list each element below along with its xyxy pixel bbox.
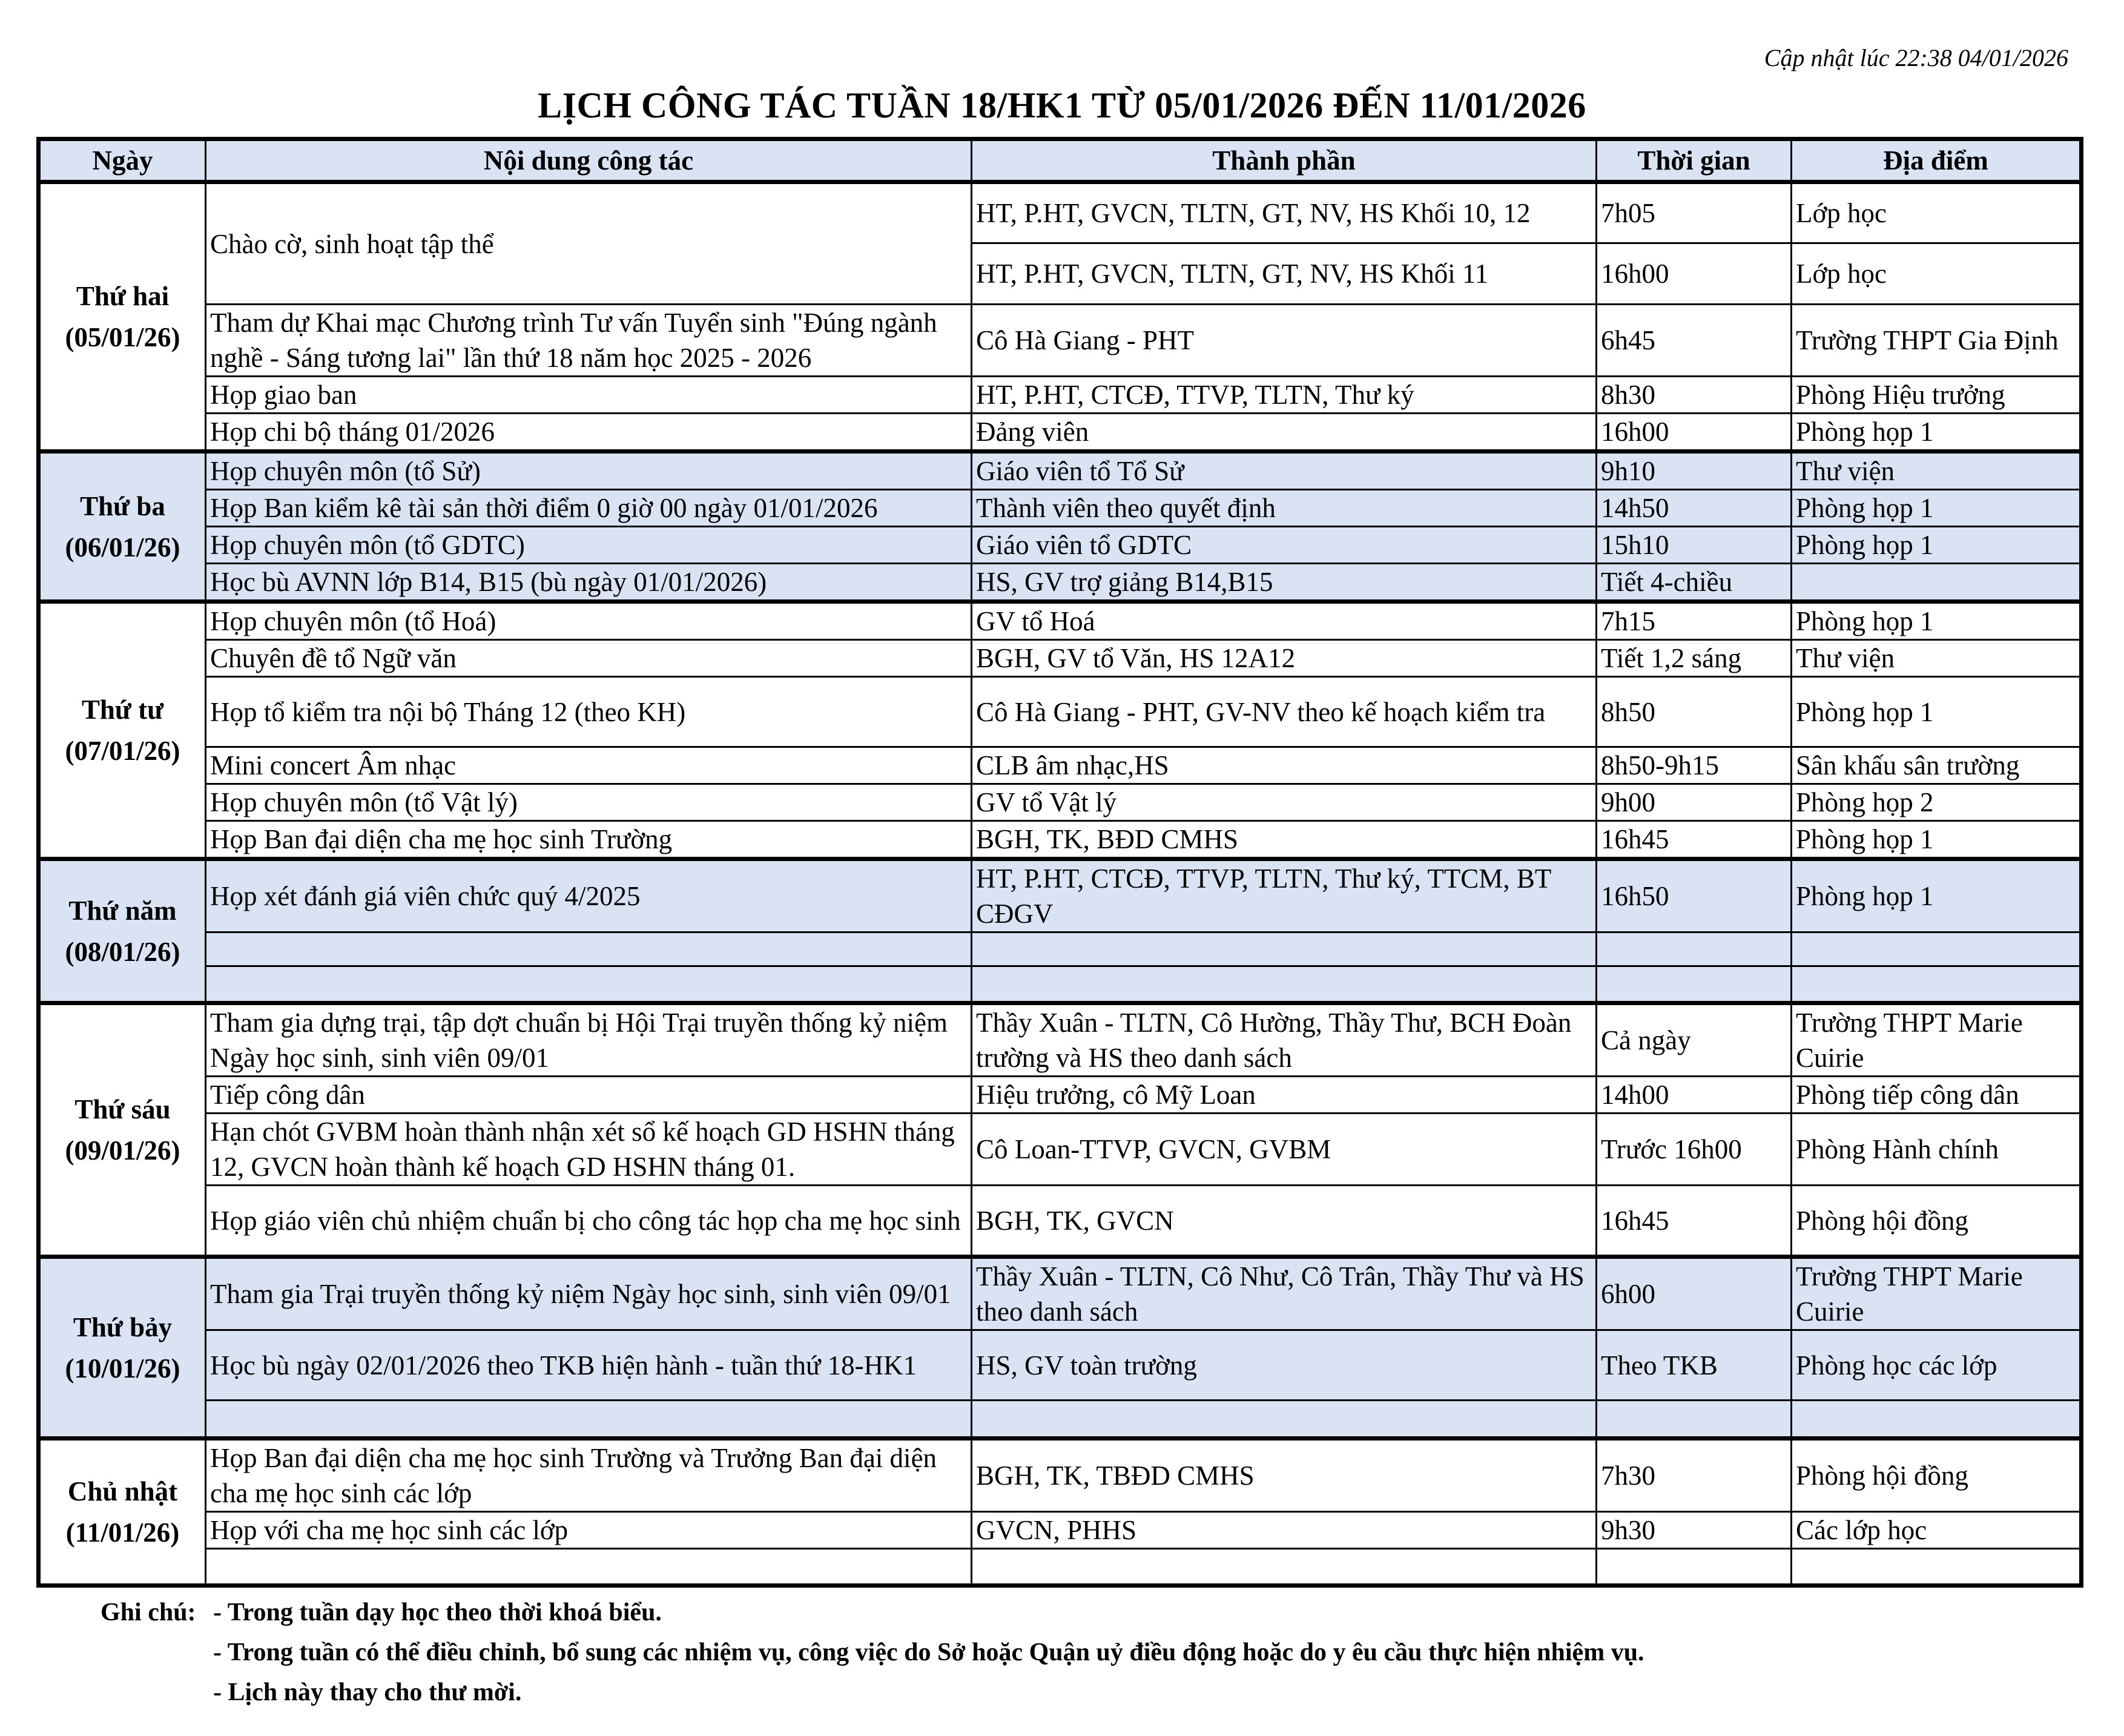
participants-cell: BGH, TK, GVCN [972,1186,1597,1257]
time-cell: 14h00 [1597,1077,1792,1114]
content-cell: Họp giáo viên chủ nhiệm chuẩn bị cho công tác họp cha mẹ học sinh [206,1186,972,1257]
location-cell: Phòng họp 1 [1792,677,2082,747]
participants-cell [972,932,1597,966]
table-row [39,932,2082,966]
day-cell-tuesday [39,452,206,602]
participants-cell: BGH, TK, BĐD CMHS [972,821,1597,859]
location-cell: Phòng hội đồng [1792,1186,2082,1257]
participants-cell: Thầy Xuân - TLTN, Cô Hường, Thầy Thư, BCH Đoàn trường và HS theo danh sách [972,1003,1597,1077]
last-updated-timestamp: Cập nhật lúc 22:38 04/01/2026 [1764,44,2068,71]
participants-cell: BGH, TK, TBĐD CMHS [972,1439,1597,1512]
time-cell: 16h00 [1597,414,1792,452]
day-group-wednesday [39,602,2082,859]
participants-cell: HT, P.HT, CTCĐ, TTVP, TLTN, Thư ký [972,377,1597,414]
day-name: Thứ ba [80,490,165,521]
location-cell [1792,966,2082,1003]
day-group-tuesday [39,452,2082,602]
location-cell: Phòng tiếp công dân [1792,1077,2082,1114]
content-cell [206,932,972,966]
day-date: (05/01/26) [65,322,180,352]
time-cell: 15h10 [1597,527,1792,564]
table-row [39,602,2082,640]
content-cell [206,1401,972,1439]
participants-cell [972,966,1597,1003]
participants-cell: Cô Loan-TTVP, GVCN, GVBM [972,1114,1597,1186]
day-cell-thursday [39,859,206,1003]
header-day: Ngày [39,139,206,182]
location-cell: Trường THPT Marie Cuirie [1792,1003,2082,1077]
participants-cell: HT, P.HT, CTCĐ, TTVP, TLTN, Thư ký, TTCM, BT CĐGV [972,859,1597,932]
day-date: (10/01/26) [65,1353,180,1384]
time-cell: Theo TKB [1597,1330,1792,1401]
table-row [39,677,2082,747]
participants-cell: CLB âm nhạc,HS [972,747,1597,784]
content-cell [206,1549,972,1586]
participants-cell: Giáo viên tổ GDTC [972,527,1597,564]
content-cell: Họp giao ban [206,377,972,414]
day-group-friday [39,1003,2082,1257]
content-cell: Tham dự Khai mạc Chương trình Tư vấn Tuyển sinh "Đúng ngành nghề - Sáng tương lai" lần thứ 18 năm học 2025 - 2026 [206,305,972,377]
content-cell: Họp Ban đại diện cha mẹ học sinh Trường và Trưởng Ban đại diện cha mẹ học sinh các lớp [206,1439,972,1512]
participants-cell: GVCN, PHHS [972,1512,1597,1549]
participants-cell [972,1549,1597,1586]
day-name: Thứ tư [81,695,164,725]
content-cell: Học bù AVNN lớp B14, B15 (bù ngày 01/01/2026) [206,564,972,602]
day-date: (09/01/26) [65,1135,180,1166]
table-row [39,821,2082,859]
table-row [39,640,2082,677]
note-item: - Lịch này thay cho thư mời. [213,1678,522,1706]
location-cell [1792,1401,2082,1439]
content-cell: Họp với cha mẹ học sinh các lớp [206,1512,972,1549]
table-row [39,1439,2082,1512]
content-cell: Họp Ban kiểm kê tài sản thời điểm 0 giờ 00 ngày 01/01/2026 [206,490,972,527]
location-cell: Lớp học [1792,182,2082,243]
time-cell: 16h50 [1597,859,1792,932]
participants-cell: Cô Hà Giang - PHT, GV-NV theo kế hoạch kiểm tra [972,677,1597,747]
note-item: - Trong tuần có thể điều chỉnh, bổ sung các nhiệm vụ, công việc do Sở hoặc Quận uỷ điều động hoặc do y êu cầu thực hiện nhiệm vụ. [213,1639,1644,1666]
day-cell-sunday [39,1439,206,1586]
content-cell: Họp chuyên môn (tổ Vật lý) [206,784,972,821]
participants-cell: HT, P.HT, GVCN, TLTN, GT, NV, HS Khối 11 [972,243,1597,305]
header-location: Địa điểm [1792,139,2082,182]
day-date: (07/01/26) [65,736,180,766]
content-cell: Họp chuyên môn (tổ Hoá) [206,602,972,640]
time-cell: Trước 16h00 [1597,1114,1792,1186]
location-cell: Phòng họp 1 [1792,414,2082,452]
time-cell [1597,1549,1792,1586]
day-name: Chủ nhật [67,1476,178,1507]
table-row [39,859,2082,932]
time-cell: 14h50 [1597,490,1792,527]
time-cell: 6h45 [1597,305,1792,377]
time-cell: Tiết 4-chiều [1597,564,1792,602]
time-cell: 8h50-9h15 [1597,747,1792,784]
content-cell: Họp chuyên môn (tổ Sử) [206,452,972,490]
content-cell: Họp Ban đại diện cha mẹ học sinh Trường [206,821,972,859]
location-cell: Trường THPT Gia Định [1792,305,2082,377]
time-cell: 7h15 [1597,602,1792,640]
day-name: Thứ năm [68,895,177,926]
content-cell: Họp chi bộ tháng 01/2026 [206,414,972,452]
day-cell-friday [39,1003,206,1257]
time-cell: 8h50 [1597,677,1792,747]
notes-label: Ghi chú: [101,1599,196,1626]
time-cell [1597,932,1792,966]
content-cell: Chào cờ, sinh hoạt tập thể [206,182,972,305]
content-cell [206,966,972,1003]
participants-cell: HS, GV toàn trường [972,1330,1597,1401]
participants-cell: HS, GV trợ giảng B14,B15 [972,564,1597,602]
location-cell: Phòng học các lớp [1792,1330,2082,1401]
content-cell: Họp xét đánh giá viên chức quý 4/2025 [206,859,972,932]
table-row [39,1114,2082,1186]
time-cell: 6h00 [1597,1257,1792,1330]
table-row [39,564,2082,602]
table-row [39,1077,2082,1114]
location-cell: Phòng họp 1 [1792,859,2082,932]
location-cell [1792,932,2082,966]
header-content: Nội dung công tác [206,139,972,182]
schedule-table [36,137,2083,1588]
header-row [39,139,2082,182]
day-group-thursday [39,859,2082,1003]
location-cell: Phòng họp 1 [1792,490,2082,527]
content-cell: Họp tổ kiểm tra nội bộ Tháng 12 (theo KH) [206,677,972,747]
location-cell: Phòng hội đồng [1792,1439,2082,1512]
table-row [39,414,2082,452]
table-row [39,1401,2082,1439]
note-item: - Trong tuần dạy học theo thời khoá biểu. [213,1599,662,1626]
time-cell: 16h00 [1597,243,1792,305]
location-cell: Phòng họp 2 [1792,784,2082,821]
time-cell: 16h45 [1597,1186,1792,1257]
participants-cell: Thầy Xuân - TLTN, Cô Như, Cô Trân, Thầy Thư và HS theo danh sách [972,1257,1597,1330]
participants-cell: GV tổ Vật lý [972,784,1597,821]
location-cell: Các lớp học [1792,1512,2082,1549]
location-cell: Lớp học [1792,243,2082,305]
table-row [39,1186,2082,1257]
day-name: Thứ hai [76,281,170,311]
participants-cell: Hiệu trưởng, cô Mỹ Loan [972,1077,1597,1114]
day-name: Thứ sáu [74,1094,171,1124]
table-row [39,1003,2082,1077]
time-cell: Cả ngày [1597,1003,1792,1077]
time-cell [1597,1401,1792,1439]
location-cell: Phòng Hiệu trưởng [1792,377,2082,414]
day-date: (06/01/26) [65,532,180,563]
day-date: (08/01/26) [65,936,180,967]
table-row [39,1512,2082,1549]
participants-cell: Giáo viên tổ Tổ Sử [972,452,1597,490]
location-cell: Phòng Hành chính [1792,1114,2082,1186]
table-row [39,490,2082,527]
time-cell [1597,966,1792,1003]
day-name: Thứ bảy [73,1312,173,1342]
day-date: (11/01/26) [65,1517,180,1548]
participants-cell [972,1401,1597,1439]
time-cell: 9h10 [1597,452,1792,490]
table-row [39,377,2082,414]
time-cell: 7h30 [1597,1439,1792,1512]
content-cell: Tiếp công dân [206,1077,972,1114]
day-group-sunday [39,1439,2082,1586]
participants-cell: Thành viên theo quyết định [972,490,1597,527]
day-cell-wednesday [39,602,206,859]
content-cell: Mini concert Âm nhạc [206,747,972,784]
participants-cell: Đảng viên [972,414,1597,452]
content-cell: Họp chuyên môn (tổ GDTC) [206,527,972,564]
header-participants: Thành phần [972,139,1597,182]
location-cell: Thư viện [1792,640,2082,677]
location-cell: Sân khấu sân trường [1792,747,2082,784]
notes-list [213,1592,2090,1712]
table-row [39,305,2082,377]
participants-cell: BGH, GV tổ Văn, HS 12A12 [972,640,1597,677]
time-cell: 9h00 [1597,784,1792,821]
table-row [39,747,2082,784]
table-row [39,182,2082,243]
content-cell: Học bù ngày 02/01/2026 theo TKB hiện hành - tuần thứ 18-HK1 [206,1330,972,1401]
table-row [39,1257,2082,1330]
day-group-saturday [39,1257,2082,1439]
table-row [39,452,2082,490]
header-time: Thời gian [1597,139,1792,182]
participants-cell: HT, P.HT, GVCN, TLTN, GT, NV, HS Khối 10, 12 [972,182,1597,243]
location-cell: Phòng họp 1 [1792,821,2082,859]
participants-cell: GV tổ Hoá [972,602,1597,640]
location-cell: Phòng họp 1 [1792,527,2082,564]
content-cell: Tham gia dựng trại, tập dợt chuẩn bị Hội Trại truyền thống kỷ niệm Ngày học sinh, sinh viên 09/01 [206,1003,972,1077]
page-title: LỊCH CÔNG TÁC TUẦN 18/HK1 TỪ 05/01/2026 ĐẾN 11/01/2026 [538,85,1586,125]
time-cell: 9h30 [1597,1512,1792,1549]
content-cell: Tham gia Trại truyền thống kỷ niệm Ngày học sinh, sinh viên 09/01 [206,1257,972,1330]
location-cell [1792,1549,2082,1586]
location-cell: Trường THPT Marie Cuirie [1792,1257,2082,1330]
time-cell: 8h30 [1597,377,1792,414]
table-row [39,1549,2082,1586]
table-row [39,784,2082,821]
content-cell: Chuyên đề tổ Ngữ văn [206,640,972,677]
participants-cell: Cô Hà Giang - PHT [972,305,1597,377]
location-cell: Phòng họp 1 [1792,602,2082,640]
content-cell: Hạn chót GVBM hoàn thành nhận xét sổ kế hoạch GD HSHN tháng 12, GVCN hoàn thành kế hoạch GD HSHN tháng 01. [206,1114,972,1186]
time-cell: Tiết 1,2 sáng [1597,640,1792,677]
table-row [39,966,2082,1003]
day-group-monday [39,182,2082,452]
location-cell [1792,564,2082,602]
time-cell: 16h45 [1597,821,1792,859]
time-cell: 7h05 [1597,182,1792,243]
location-cell: Thư viện [1792,452,2082,490]
table-row [39,1330,2082,1401]
day-cell-saturday [39,1257,206,1439]
day-cell-monday [39,182,206,452]
table-row [39,527,2082,564]
